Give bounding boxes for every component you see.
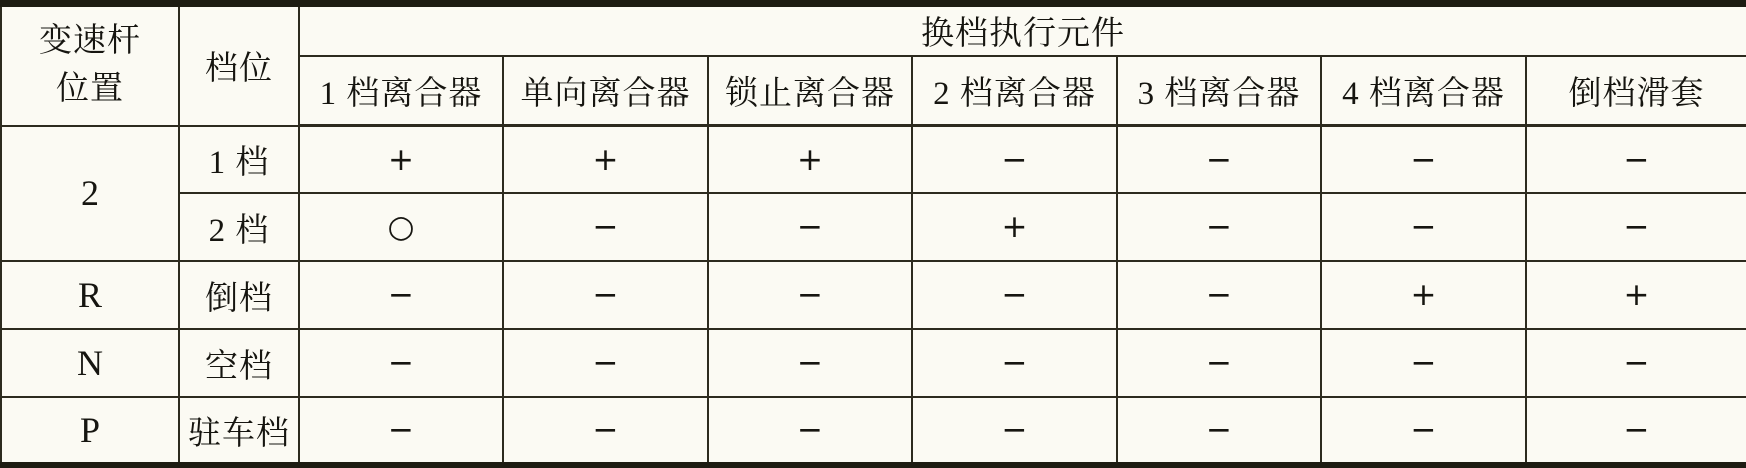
cell-value: − — [912, 397, 1117, 465]
cell-value: − — [912, 261, 1117, 329]
col-header-lockup-clutch: 锁止离合器 — [708, 56, 912, 126]
col-header-clutch-1: 1 档离合器 — [299, 56, 503, 126]
cell-value: − — [708, 193, 912, 261]
table-header — [1, 4, 1746, 126]
lever-position-cell: R — [1, 261, 179, 329]
gear-cell: 空档 — [179, 329, 299, 397]
cell-value: − — [1117, 126, 1321, 194]
gear-cell: 1 档 — [179, 126, 299, 194]
col-header-clutch-4: 4 档离合器 — [1321, 56, 1526, 126]
cell-value: − — [1117, 329, 1321, 397]
header-group-row — [1, 4, 1746, 56]
cell-value: − — [708, 329, 912, 397]
lever-position-label-line1: 变速杆 — [39, 22, 141, 59]
cell-value: − — [299, 261, 503, 329]
col-header-one-way-clutch: 单向离合器 — [503, 56, 708, 126]
cell-value: + — [1321, 261, 1526, 329]
cell-value: − — [503, 397, 708, 465]
lever-position-cell: N — [1, 329, 179, 397]
col-header-clutch-2: 2 档离合器 — [912, 56, 1117, 126]
cell-value: − — [503, 261, 708, 329]
gear-cell: 驻车档 — [179, 397, 299, 465]
gear-cell: 倒档 — [179, 261, 299, 329]
cell-value: − — [1321, 397, 1526, 465]
cell-value: + — [503, 126, 708, 194]
cell-value: − — [503, 329, 708, 397]
cell-value: − — [1321, 329, 1526, 397]
cell-value: − — [1526, 193, 1746, 261]
cell-value: − — [1526, 397, 1746, 465]
lever-position-cell: P — [1, 397, 179, 465]
cell-value: − — [1117, 261, 1321, 329]
table-row-reverse — [1, 261, 1746, 329]
gear-cell: 2 档 — [179, 193, 299, 261]
cell-value: − — [1526, 329, 1746, 397]
table-row-neutral — [1, 329, 1746, 397]
table-row-gear2 — [1, 193, 1746, 261]
lever-position-cell: 2 — [1, 126, 179, 262]
col-header-clutch-3: 3 档离合器 — [1117, 56, 1321, 126]
cell-value: − — [708, 397, 912, 465]
cell-value: + — [1526, 261, 1746, 329]
cell-value: − — [299, 397, 503, 465]
cell-value: − — [503, 193, 708, 261]
table-row-park — [1, 397, 1746, 465]
cell-value: + — [912, 193, 1117, 261]
cell-value: − — [1117, 397, 1321, 465]
cell-value: − — [299, 329, 503, 397]
cell-value: − — [912, 329, 1117, 397]
cell-value: − — [1321, 193, 1526, 261]
cell-value: + — [299, 126, 503, 194]
cell-value: ○ — [299, 193, 503, 261]
col-header-gear: 档位 — [179, 4, 299, 126]
cell-value: − — [912, 126, 1117, 194]
col-header-shift-elements-group: 换档执行元件 — [299, 4, 1746, 56]
lever-position-label-line2: 位置 — [56, 70, 124, 107]
cell-value: − — [708, 261, 912, 329]
col-header-reverse-sleeve: 倒档滑套 — [1526, 56, 1746, 126]
cell-value: − — [1117, 193, 1321, 261]
table-body — [1, 126, 1746, 466]
cell-value: − — [1526, 126, 1746, 194]
col-header-lever-position — [1, 4, 179, 126]
table-row-gear1 — [1, 126, 1746, 194]
cell-value: − — [1321, 126, 1526, 194]
cell-value: + — [708, 126, 912, 194]
